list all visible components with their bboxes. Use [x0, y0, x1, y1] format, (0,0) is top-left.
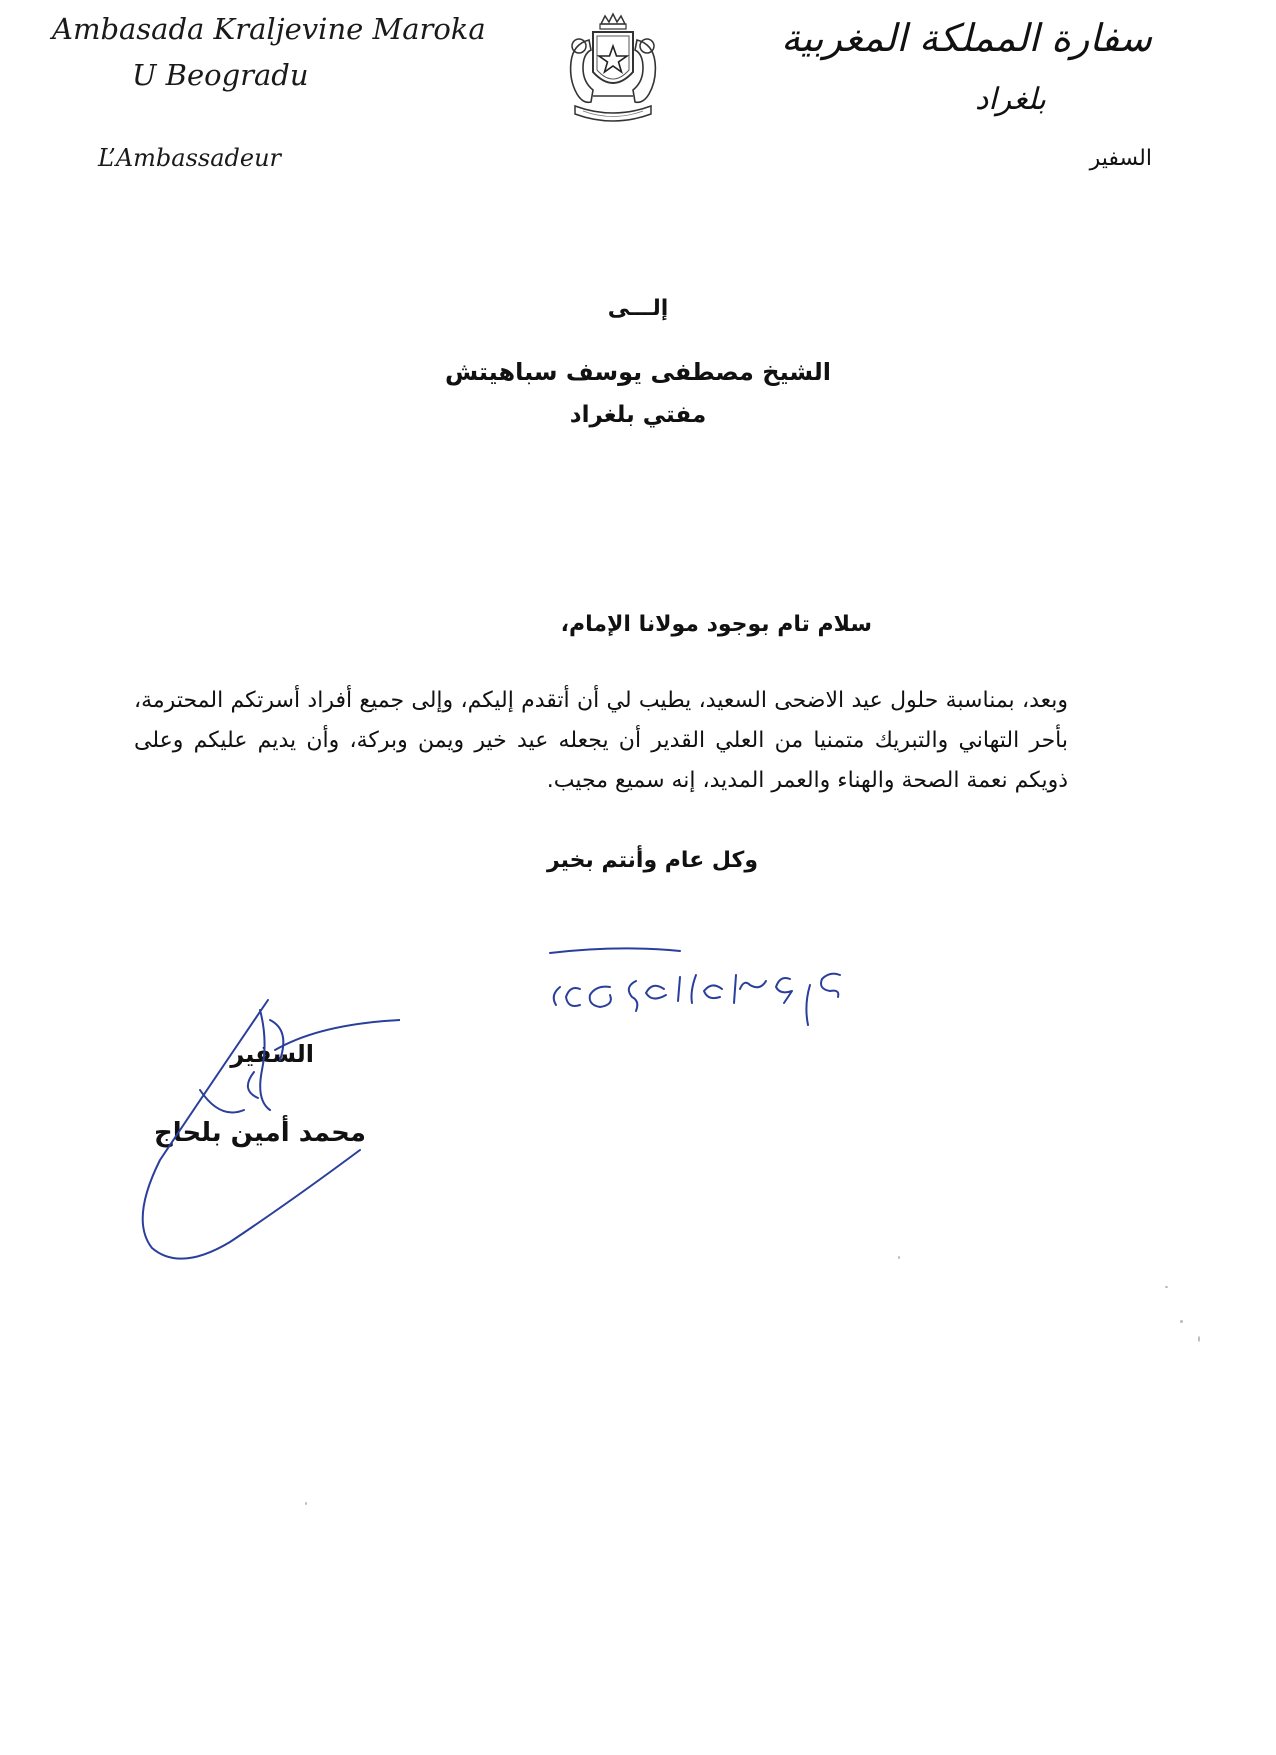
scan-speck	[1165, 1286, 1168, 1288]
embassy-name-latin: Ambasada Kraljevine Maroka	[52, 12, 486, 46]
moroccan-coat-of-arms-icon	[553, 10, 673, 130]
handwritten-note	[540, 945, 860, 1045]
scan-speck	[1180, 1320, 1183, 1323]
ambassador-title-arabic: السفير	[1089, 146, 1152, 171]
signatory-title: السفير	[230, 1040, 314, 1068]
ambassador-title-latin: L’Ambassadeur	[98, 144, 282, 172]
body-paragraph: وبعد، بمناسبة حلول عيد الاضحى السعيد، يطيب لي أن أتقدم إليكم، وإلى جميع أفراد أسرتكم المحترمة، بأحر التهاني والتبريك متمنيا من العلي القدير أن يجعله عيد خير ويمن وبركة، وأن يديم عليكم وعلى ذويكم نعمة الصحة والهناء والعمر المديد، إنه سميع مجيب.	[134, 688, 1068, 793]
to-label: إلـــى	[607, 296, 669, 321]
addressee-name: الشيخ مصطفى يوسف سباهيتش	[444, 358, 832, 386]
scan-speck	[898, 1256, 900, 1259]
embassy-city-latin: U Beogradu	[132, 58, 309, 92]
scan-speck	[1198, 1336, 1200, 1342]
addressee-title: مفتي بلغراد	[569, 402, 707, 428]
signatory-name: محمد أمين بلحاج	[153, 1118, 366, 1148]
handwritten-signature	[140, 980, 400, 1270]
embassy-city-arabic: بلغراد	[974, 82, 1046, 117]
scan-speck	[305, 1502, 307, 1505]
closing-line: وكل عام وأنتم بخير	[547, 848, 758, 873]
embassy-name-arabic: سفارة المملكة المغربية	[781, 16, 1152, 60]
greeting: سلام تام بوجود مولانا الإمام،	[560, 612, 872, 637]
